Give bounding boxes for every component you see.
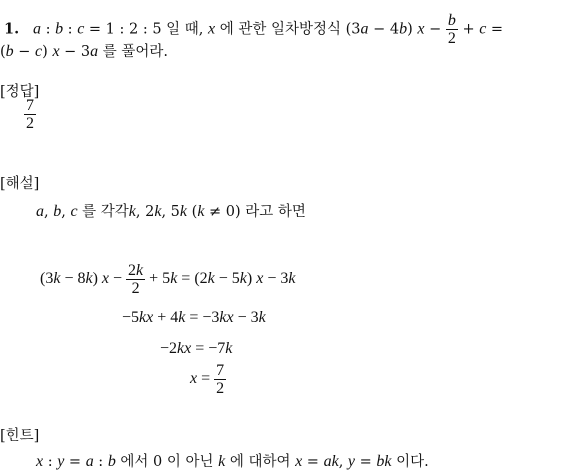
- problem-number: 1.: [4, 20, 20, 38]
- answer-label: [정답]: [0, 84, 40, 100]
- answer-numerator: 7: [26, 97, 34, 114]
- problem-line-1: 1. a : b : c = 1 : 2 : 5 일 때, x 에 관한 일차방정식 (3a − 4b) x − $\frac{b}{2}$ + c =: [4, 12, 504, 47]
- explanation-intro: a, b, c 를 각각k, 2k, 5k (k ≠ 0) 라고 하면: [36, 203, 306, 220]
- fraction-7-over-2: $\frac{7}{2}$: [216, 362, 225, 397]
- hint-label: [힌트]: [0, 428, 40, 444]
- problem-line-2: (b − c) x − 3a 를 풀어라.: [0, 43, 168, 60]
- equation-step-3: −2kx = −7k: [160, 340, 233, 357]
- hint-text: x : y = a : b 에서 0 이 아닌 k 에 대하여 x = ak, y = bk 이다.: [36, 453, 429, 470]
- explanation-label: [해설]: [0, 176, 40, 192]
- equation-step-1: (3k − 8k) x − $\frac{2k}{2}$ + 5k = (2k − 5k) x − 3k: [40, 262, 296, 297]
- answer-denominator: 2: [26, 115, 34, 132]
- fraction-b-over-2: $\frac{b}{2}$: [447, 12, 456, 47]
- answer-fraction: [24, 97, 36, 132]
- equation-step-4: x = $\frac{7}{2}$: [190, 362, 225, 397]
- equation-step-2: −5kx + 4k = −3kx − 3k: [122, 309, 266, 326]
- fraction-2k-over-2: $\frac{2k}{2}$: [128, 262, 144, 297]
